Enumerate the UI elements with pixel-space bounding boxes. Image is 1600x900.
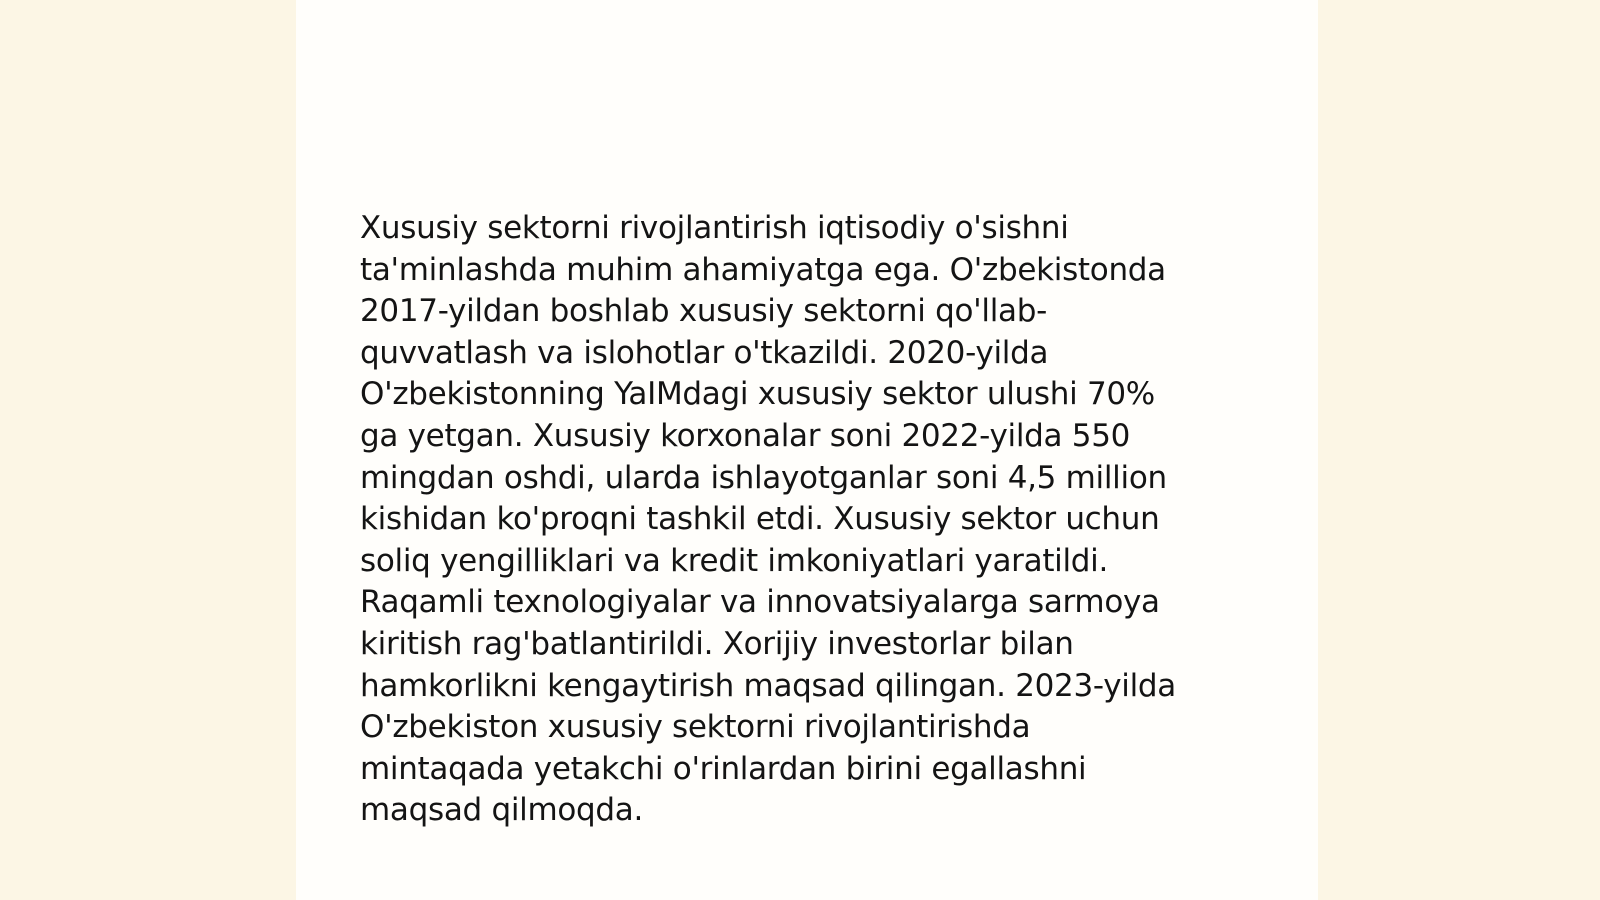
paragraph-line: O'zbekistonning YaIMdagi xususiy sektor ulushi 70% <box>360 376 1155 413</box>
paragraph-line: quvvatlash va islohotlar o'tkazildi. 2020-yilda <box>360 334 1049 371</box>
paragraph-line: soliq yengilliklari va kredit imkoniyatlari yaratildi. <box>360 542 1109 579</box>
paragraph-line: maqsad qilmoqda. <box>360 792 644 829</box>
paragraph-line: kishidan ko'proqni tashkil etdi. Xususiy sektor uchun <box>360 501 1160 538</box>
paragraph-line: ta'minlashda muhim ahamiyatga ega. O'zbekistonda <box>360 251 1166 288</box>
paragraph-line: kiritish rag'batlantirildi. Xorijiy investorlar bilan <box>360 625 1074 662</box>
paragraph-line: O'zbekiston xususiy sektorni rivojlantirishda <box>360 709 1031 746</box>
paragraph-line: hamkorlikni kengaytirish maqsad qilingan. 2023-yilda <box>360 667 1176 704</box>
paragraph-line: 2017-yildan boshlab xususiy sektorni qo'llab- <box>360 293 1047 330</box>
paragraph-line: ga yetgan. Xususiy korxonalar soni 2022-yilda 550 <box>360 417 1131 454</box>
document-page <box>296 0 1318 900</box>
paragraph-line: Xususiy sektorni rivojlantirish iqtisodiy o'sishni <box>360 210 1069 246</box>
body-paragraph <box>360 208 1260 832</box>
paragraph-line: Raqamli texnologiyalar va innovatsiyalarga sarmoya <box>360 584 1160 621</box>
paragraph-line: mintaqada yetakchi o'rinlardan birini egallashni <box>360 750 1087 787</box>
paragraph-line: mingdan oshdi, ularda ishlayotganlar soni 4,5 million <box>360 459 1167 496</box>
